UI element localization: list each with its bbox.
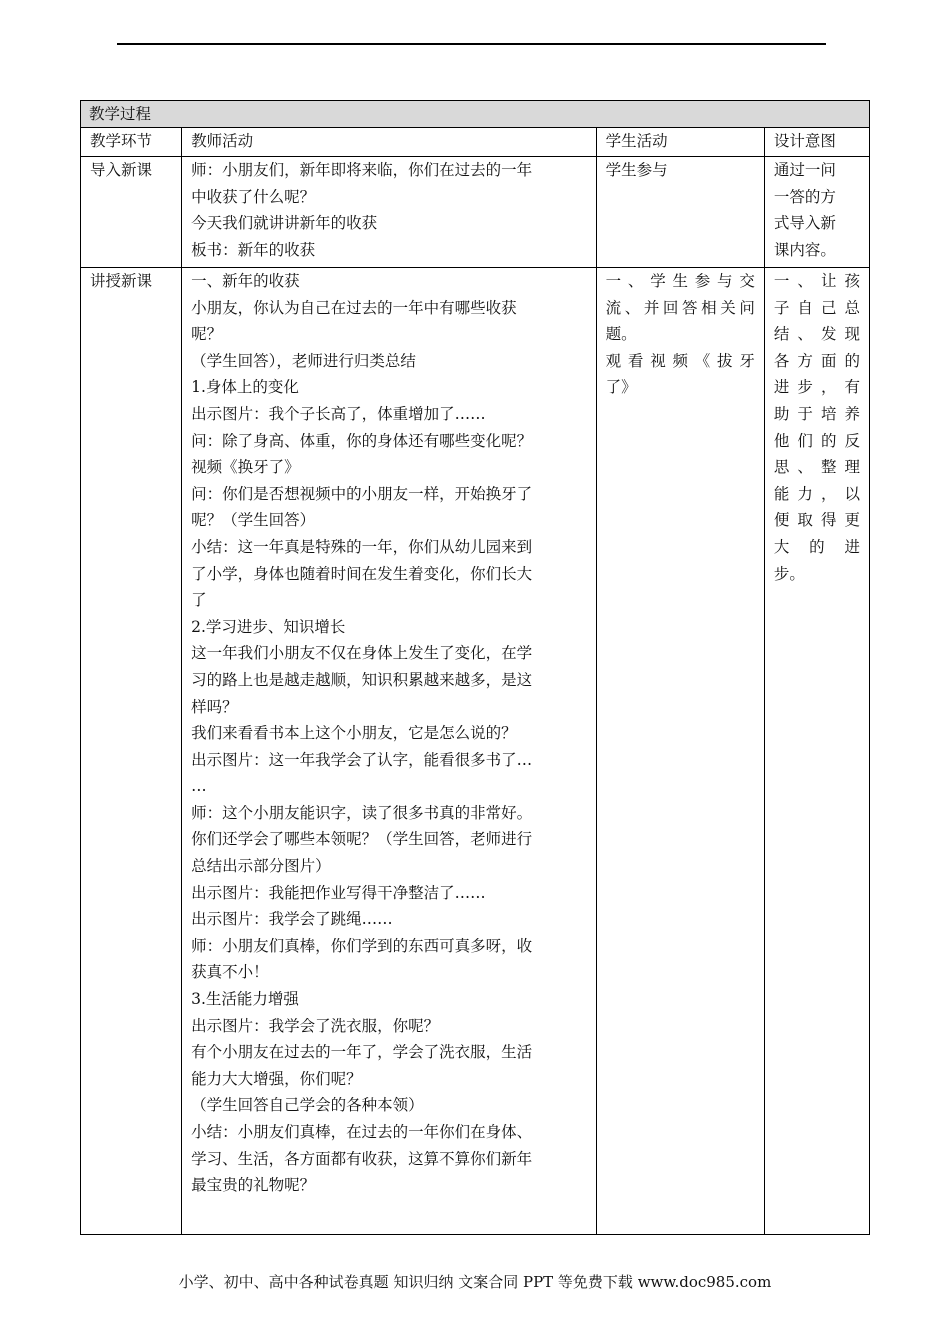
text-line: 小结：这一年真是特殊的一年，你们从幼儿园来到	[191, 537, 533, 556]
text-line: 最宝贵的礼物呢？	[191, 1176, 316, 1195]
text-line: 子自己总	[773, 298, 860, 317]
text-line: 问：除了身高、体重，你的身体还有哪些变化呢？	[191, 431, 533, 450]
stage-cell	[81, 157, 182, 268]
text-line: 你们还学会了哪些本领呢？（学生回答，老师进行	[191, 830, 533, 849]
design-intent	[765, 157, 869, 263]
intent-cell	[764, 268, 869, 1235]
teacher-cell	[182, 157, 597, 268]
text-line: 大 的 进	[773, 537, 860, 556]
header-cell	[596, 128, 764, 157]
text-line: 出示图片：我个子长高了，体重增加了……	[191, 404, 486, 423]
text-line: （学生回答自己学会的各种本领）	[191, 1096, 424, 1115]
text-line: 1.身体上的变化	[191, 378, 299, 397]
student-cell	[596, 268, 764, 1235]
section-title: 教学过程	[89, 105, 152, 123]
text-line: 出示图片：这一年我学会了认字，能看很多书了…	[191, 750, 533, 769]
lesson-table	[80, 100, 870, 1235]
header-rule	[117, 43, 826, 45]
text-line: 板书：新年的收获	[191, 240, 316, 259]
text-line: 进步，有	[773, 378, 860, 397]
text-line: …	[191, 777, 207, 796]
text-line: 总结出示部分图片）	[191, 857, 331, 876]
teacher-activity	[182, 157, 596, 263]
text-line: 一、学生参与交	[605, 272, 755, 290]
text-line: 中收获了什么呢？	[191, 187, 316, 206]
section-title-cell	[81, 101, 870, 128]
student-activity	[597, 157, 764, 184]
text-line: 小朋友，你认为自己在过去的一年中有哪些收获	[191, 298, 517, 317]
text-line: 呢？	[191, 325, 223, 344]
text-line: 有个小朋友在过去的一年了，学会了洗衣服，生活	[191, 1043, 533, 1062]
text-line: 呢？（学生回答）	[191, 511, 316, 530]
header-cell	[81, 128, 182, 157]
text-line: 今天我们就讲讲新年的收获	[191, 214, 378, 233]
text-line: 获真不小！	[191, 963, 269, 982]
header-row	[81, 128, 870, 157]
stage-label: 导入新课	[90, 161, 153, 179]
text-line: 能力大大增强，你们呢？	[191, 1069, 362, 1088]
text-line: 视频《换牙了》	[191, 458, 300, 477]
text-line: 了小学，身体也随着时间在发生着变化，你们长大	[191, 564, 533, 583]
text-line: 一、新年的收获	[191, 272, 300, 290]
text-line: 这一年我们小朋友不仅在身体上发生了变化，在学	[191, 644, 533, 663]
text-line: 步。	[773, 564, 805, 583]
text-line: 式导入新	[773, 214, 836, 233]
text-line: 2.学习进步、知识增长	[191, 617, 346, 636]
text-line: 师：小朋友们真棒，你们学到的东西可真多呀，收	[191, 936, 533, 955]
text-line: 3.生活能力增强	[191, 990, 299, 1009]
design-intent	[765, 268, 869, 587]
header-intent: 设计意图	[773, 132, 836, 150]
header-cell	[764, 128, 869, 157]
text-line: 一、让孩	[773, 272, 860, 290]
intent-cell	[764, 157, 869, 268]
text-line: （学生回答），老师进行归类总结	[191, 351, 416, 370]
header-teacher: 教师活动	[191, 132, 254, 150]
teacher-cell	[182, 268, 597, 1235]
text-line: 问：你们是否想视频中的小朋友一样，开始换牙了	[191, 484, 533, 503]
text-line: 各方面的	[773, 351, 860, 370]
header-stage: 教学环节	[90, 132, 153, 150]
text-line: 能力，以	[773, 484, 860, 503]
text-line: 了	[191, 591, 207, 610]
table-row-intro	[81, 157, 870, 268]
text-line: 学习、生活，各方面都有收获，这算不算你们新年	[191, 1149, 533, 1168]
text-line: 他们的反	[773, 431, 860, 450]
text-line: 出示图片：我学会了洗衣服，你呢？	[191, 1016, 440, 1035]
page-footer: 小学、初中、高中各种试卷真题 知识归纳 文案合同 PPT 等免费下载 www.doc985.com	[178, 1273, 772, 1291]
text-line: 小结：小朋友们真棒，在过去的一年你们在身体、	[191, 1123, 533, 1141]
header-student: 学生活动	[605, 132, 668, 150]
teacher-activity	[182, 268, 596, 1199]
text-line: 了》	[605, 378, 637, 397]
student-cell	[596, 157, 764, 268]
text-line: 我们来看看书本上这个小朋友，它是怎么说的？	[191, 724, 517, 743]
text-line: 师：这个小朋友能识字，读了很多书真的非常好。	[191, 803, 533, 822]
text-line: 思、整理	[773, 458, 860, 477]
text-line: 师：小朋友们，新年即将来临，你们在过去的一年	[191, 161, 533, 179]
text-line: 题。	[605, 325, 637, 344]
text-line: 学生参与	[605, 161, 668, 179]
text-line: 出示图片：我能把作业写得干净整洁了……	[191, 883, 486, 902]
table-row-main	[81, 268, 870, 1235]
text-line: 出示图片：我学会了跳绳……	[191, 910, 393, 929]
header-cell	[182, 128, 597, 157]
text-line: 便取得更	[773, 511, 860, 530]
text-line: 课内容。	[773, 240, 836, 259]
stage-label: 讲授新课	[90, 272, 153, 290]
text-line: 助于培养	[773, 404, 860, 423]
text-line: 流、并回答相关问	[605, 298, 755, 317]
student-activity	[597, 268, 764, 401]
stage-cell	[81, 268, 182, 1235]
text-line: 结、发现	[773, 325, 860, 344]
text-line: 通过一问	[773, 161, 836, 179]
text-line: 样吗？	[191, 697, 238, 716]
text-line: 观看视频《拔牙	[605, 351, 755, 370]
text-line: 习的路上也是越走越顺，知识积累越来越多，是这	[191, 670, 533, 689]
text-line: 一答的方	[773, 187, 836, 206]
